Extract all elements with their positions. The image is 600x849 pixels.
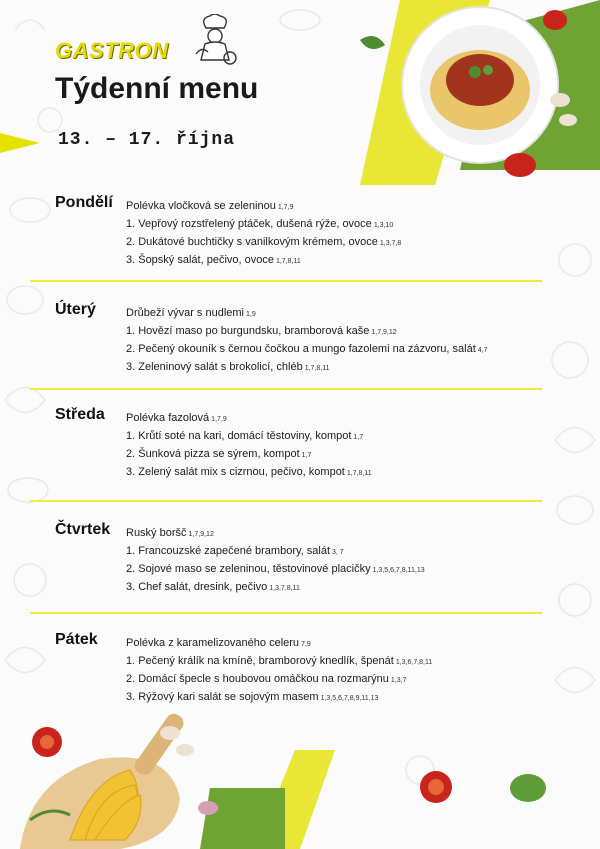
allergens: 1,3,7,8 xyxy=(379,240,402,247)
meal-line xyxy=(126,543,546,561)
soup-text: Drůbeží vývar s nudlemi xyxy=(126,307,244,319)
day-separator xyxy=(30,388,542,390)
meal-line xyxy=(126,359,546,377)
meal-line xyxy=(126,446,546,464)
day-separator xyxy=(30,500,542,502)
allergens: 3, 7 xyxy=(332,549,344,556)
meal-line xyxy=(126,341,546,359)
soup-line xyxy=(126,305,546,323)
allergens: 1,7,8,11 xyxy=(304,365,330,372)
allergens: 1,3,5,6,7,8,11,13 xyxy=(372,567,425,574)
meal-text: 1. Vepřový rozstřelený ptáček, dušená rýže, ovoce xyxy=(126,218,372,230)
allergens: 1,7,8,11 xyxy=(346,470,372,477)
meal-text: 3. Šopský salát, pečivo, ovoce xyxy=(126,254,274,266)
meal-line xyxy=(126,216,546,234)
allergens: 1,3,5,6,7,8,9,11,13 xyxy=(320,695,379,702)
day-separator xyxy=(30,280,542,282)
gastron-logo: GASTRON xyxy=(55,38,169,63)
meal-text: 1. Pečený králík na kmíně, bramborový knedlík, špenát xyxy=(126,655,394,667)
allergens: 1,7,9,12 xyxy=(371,329,397,336)
day-name: Pátek xyxy=(55,631,98,648)
meal-line xyxy=(126,464,546,482)
pasta-spoon-illustration xyxy=(0,690,600,849)
meal-text: 2. Domácí špecle s houbovou omáčkou na rozmarýnu xyxy=(126,673,389,685)
meal-line xyxy=(126,653,546,671)
allergens: 1,9 xyxy=(246,311,256,318)
day-name: Pondělí xyxy=(55,194,113,211)
meal-text: 2. Šunková pizza se sýrem, kompot xyxy=(126,448,300,460)
allergens: 7,9 xyxy=(301,641,311,648)
meal-text: 1. Krůtí soté na kari, domácí těstoviny, kompot xyxy=(126,430,352,442)
meal-text: 3. Zeleninový salát s brokolicí, chléb xyxy=(126,361,303,373)
allergens: 1,3,6,7,8,11 xyxy=(395,659,433,666)
date-arrow-marker xyxy=(0,133,40,153)
allergens: 1,3,10 xyxy=(373,222,394,229)
soup-line xyxy=(126,198,546,216)
meal-text: 1. Hovězí maso po burgundsku, bramborová kaše xyxy=(126,325,370,337)
soup-line xyxy=(126,525,546,543)
date-range: 13. – 17. října xyxy=(58,130,236,150)
soup-text: Polévka vločková se zeleninou xyxy=(126,200,276,212)
soup-text: Ruský boršč xyxy=(126,527,187,539)
soup-text: Polévka z karamelizovaného celeru xyxy=(126,637,300,649)
meal-text: 2. Dukátové buchtičky s vanilkovým krémem, ovoce xyxy=(126,236,378,248)
day-separator xyxy=(30,612,542,614)
allergens: 1,7,9 xyxy=(277,204,294,211)
meal-line xyxy=(126,234,546,252)
meal-text: 2. Pečený okouník s černou čočkou a mungo fazolemi na zázvoru, salát xyxy=(126,343,476,355)
page-title: Týdenní menu xyxy=(55,72,259,105)
meal-line xyxy=(126,428,546,446)
allergens: 1,3,7,8,11 xyxy=(269,585,300,592)
allergens: 4,7 xyxy=(477,347,488,354)
chef-icon xyxy=(192,14,238,66)
meal-line xyxy=(126,252,546,270)
soup-text: Polévka fazolová xyxy=(126,412,210,424)
day-name: Úterý xyxy=(55,301,96,318)
allergens: 1,7,9 xyxy=(211,416,227,423)
allergens: 1,7 xyxy=(301,452,312,459)
soup-line xyxy=(126,635,546,653)
meal-text: 2. Sojové maso se zeleninou, těstovinové placičky xyxy=(126,563,371,575)
day-name: Čtvrtek xyxy=(55,521,111,538)
allergens: 1,7,8,11 xyxy=(275,258,301,265)
meal-line xyxy=(126,579,546,597)
meal-text: 3. Zelený salát mix s cizrnou, pečivo, kompot xyxy=(126,466,345,478)
meal-line xyxy=(126,561,546,579)
meal-text: 1. Francouzské zapečené brambory, salát xyxy=(126,545,331,557)
spaghetti-plate-illustration xyxy=(340,0,600,200)
meal-line xyxy=(126,323,546,341)
allergens: 1,7,9,12 xyxy=(188,531,214,538)
meal-line xyxy=(126,671,546,689)
meal-text: 3. Chef salát, dresink, pečivo xyxy=(126,581,268,593)
allergens: 1,7 xyxy=(353,434,364,441)
day-name: Středa xyxy=(55,406,105,423)
allergens: 1,3,7 xyxy=(390,677,407,684)
meal-text: 3. Rýžový kari salát se sojovým masem xyxy=(126,691,319,703)
soup-line xyxy=(126,410,546,428)
